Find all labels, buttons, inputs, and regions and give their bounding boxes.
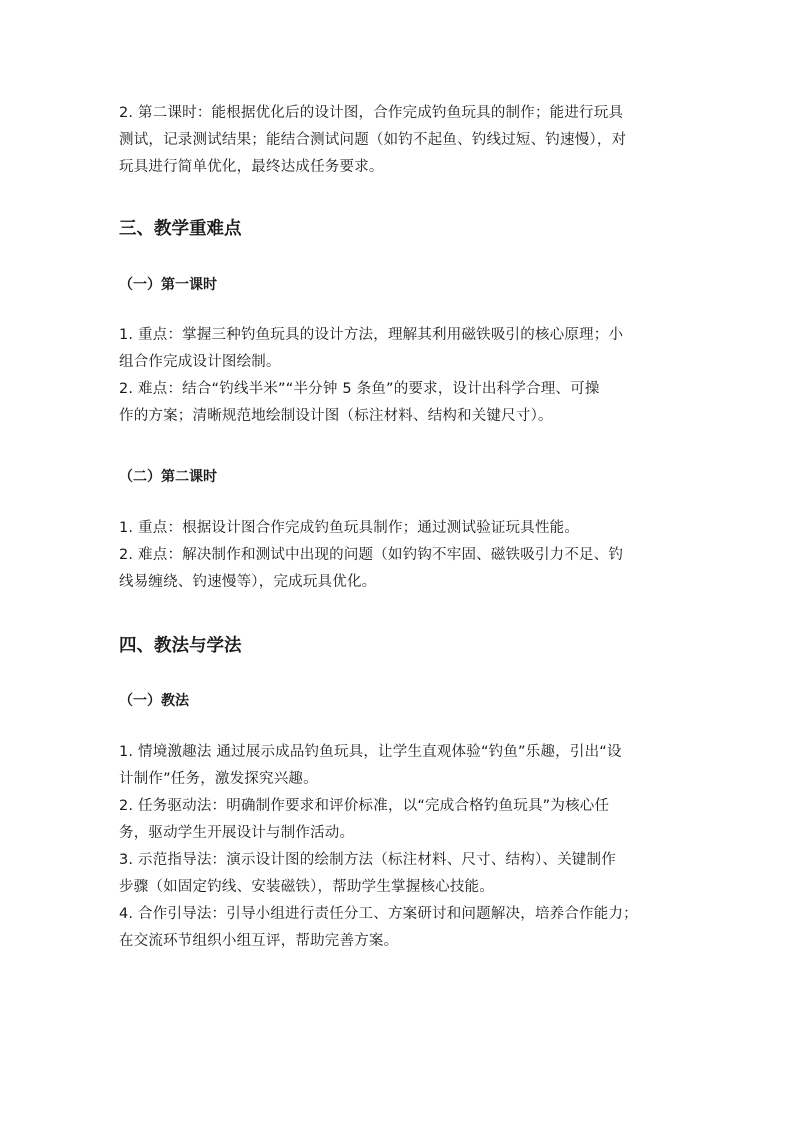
list-item: 3. 示范指导法：演示设计图的绘制方法（标注材料、尺寸、结构）、关键制作	[119, 852, 616, 868]
list-item: 4. 合作引导法：引导小组进行责任分工、方案研讨和问题解决，培养合作能力；	[119, 906, 638, 922]
list-item: 务，驱动学生开展设计与制作活动。	[119, 825, 355, 841]
subheading-text: （一）教法	[119, 693, 189, 709]
list-item: 线易缠绕、钓速慢等），完成玩具优化。	[119, 574, 377, 590]
subheading-lesson1	[119, 274, 679, 296]
section-heading-3	[119, 217, 679, 241]
list-item: 2. 难点：结合“钓线半米”“半分钟 5 条鱼”的要求，设计出科学合理、可操	[119, 381, 600, 397]
list-item: 步骤（如固定钓线、安装磁铁），帮助学生掌握核心技能。	[119, 879, 494, 895]
list-item: 在交流环节组织小组互评，帮助完善方案。	[119, 933, 399, 949]
list-key-points-lesson2	[119, 515, 679, 596]
list-item: 1. 重点：掌握三种钓鱼玩具的设计方法，理解其利用磁铁吸引的核心原理；小	[119, 327, 624, 343]
list-item: 作的方案；清晰规范地绘制设计图（标注材料、结构和关键尺寸）。	[119, 408, 553, 424]
section-heading-text: 三、教学重难点	[119, 219, 242, 239]
subheading-teaching-methods	[119, 690, 679, 712]
list-item: 2. 任务驱动法：明确制作要求和评价标准，以“完成合格钓鱼玩具”为核心任	[119, 798, 610, 814]
subheading-text: （二）第二课时	[119, 469, 217, 485]
section-heading-4	[119, 634, 679, 658]
list-item: 2. 难点：解决制作和测试中出现的问题（如钓钩不牢固、磁铁吸引力不足、钓	[119, 547, 624, 563]
paragraph-lesson2-objectives	[119, 100, 679, 181]
list-item: 1. 情境激趣法 通过展示成品钓鱼玩具，让学生直观体验“钓鱼”乐趣，引出“设	[119, 744, 622, 760]
section-heading-text: 四、教法与学法	[119, 636, 242, 656]
text-line: 测试，记录测试结果；能结合测试问题（如钓不起鱼、钓线过短、钓速慢），对	[119, 132, 627, 148]
text-line: 玩具进行简单优化，最终达成任务要求。	[119, 159, 384, 175]
list-item: 组合作完成设计图绘制。	[119, 354, 281, 370]
list-teaching-methods	[119, 739, 679, 955]
list-item: 1. 重点：根据设计图合作完成钓鱼玩具制作；通过测试验证玩具性能。	[119, 520, 580, 536]
subheading-text: （一）第一课时	[119, 277, 217, 293]
list-key-points-lesson1	[119, 322, 679, 430]
list-item: 计制作”任务，激发探究兴趣。	[119, 771, 318, 787]
subheading-lesson2	[119, 466, 679, 488]
text-line: 2. 第二课时：能根据优化后的设计图，合作完成钓鱼玩具的制作；能进行玩具	[119, 105, 624, 121]
